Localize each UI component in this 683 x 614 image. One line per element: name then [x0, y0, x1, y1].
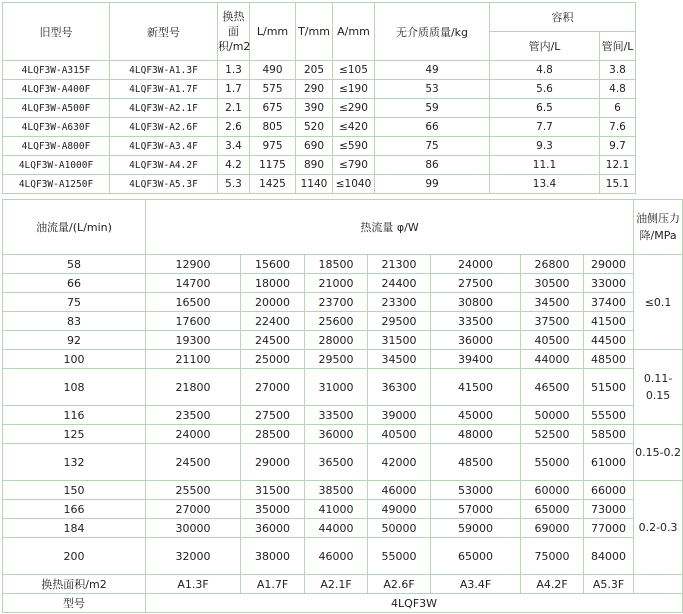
area-label: 换热面积/m2	[3, 575, 146, 594]
pressure-drop-cell: 0.11-0.15	[634, 350, 683, 425]
l-cell: 1175	[250, 156, 296, 175]
table-row	[3, 80, 636, 99]
heat-flow-cell: 21800	[146, 369, 241, 406]
heat-flow-cell: 61000	[584, 444, 634, 481]
heat-flow-cell: 25600	[305, 312, 368, 331]
l-cell: 675	[250, 99, 296, 118]
flow-cell: 200	[3, 538, 146, 575]
area-row	[3, 575, 683, 594]
heat-flow-cell: 65000	[431, 538, 521, 575]
a-cell: ≤420	[333, 118, 375, 137]
heat-flow-cell: 25500	[146, 481, 241, 500]
area-value: A1.3F	[146, 575, 241, 594]
heat-flow-cell: 55000	[368, 538, 431, 575]
table-row	[3, 425, 683, 444]
table-row	[3, 118, 636, 137]
table-row	[3, 312, 683, 331]
heat-flow-cell: 48000	[431, 425, 521, 444]
l-cell: 805	[250, 118, 296, 137]
heat-flow-cell: 73000	[584, 500, 634, 519]
table-row	[3, 61, 636, 80]
heat-flow-cell: 27000	[241, 369, 305, 406]
spec-table	[2, 2, 636, 194]
a-cell: ≤1040	[333, 175, 375, 194]
flow-table	[2, 199, 683, 613]
a-cell: ≤590	[333, 137, 375, 156]
heat-flow-cell: 57000	[431, 500, 521, 519]
area-value: A2.1F	[305, 575, 368, 594]
heat-flow-cell: 84000	[584, 538, 634, 575]
heat-flow-cell: 41500	[584, 312, 634, 331]
heat-flow-cell: 33500	[305, 406, 368, 425]
new-model-cell: 4LQF3W-A2.1F	[110, 99, 218, 118]
heat-flow-cell: 20000	[241, 293, 305, 312]
table-row	[3, 156, 636, 175]
old-model-cell: 4LQF3W-A800F	[3, 137, 110, 156]
heat-flow-cell: 69000	[521, 519, 584, 538]
area-value: A5.3F	[584, 575, 634, 594]
new-model-cell: 4LQF3W-A5.3F	[110, 175, 218, 194]
heat-flow-cell: 23500	[146, 406, 241, 425]
old-model-cell: 4LQF3W-A1000F	[3, 156, 110, 175]
heat-flow-cell: 23300	[368, 293, 431, 312]
heat-flow-cell: 44000	[521, 350, 584, 369]
heat-flow-cell: 28500	[241, 425, 305, 444]
flow-cell: 100	[3, 350, 146, 369]
heat-flow-cell: 53000	[431, 481, 521, 500]
table-row	[3, 519, 683, 538]
t-cell: 890	[296, 156, 333, 175]
heat-flow-cell: 48500	[584, 350, 634, 369]
heat-flow-cell: 36500	[305, 444, 368, 481]
heat-flow-cell: 37500	[521, 312, 584, 331]
heat-flow-cell: 41000	[305, 500, 368, 519]
header-pressure-drop: 油侧压力降/MPa	[634, 200, 683, 255]
a-cell: ≤190	[333, 80, 375, 99]
tube-in-cell: 5.6	[490, 80, 600, 99]
table-row	[3, 369, 683, 406]
new-model-cell: 4LQF3W-A1.7F	[110, 80, 218, 99]
heat-flow-cell: 51500	[584, 369, 634, 406]
table-row	[3, 331, 683, 350]
heat-flow-cell: 75000	[521, 538, 584, 575]
heat-flow-cell: 29500	[368, 312, 431, 331]
tube-out-cell: 4.8	[600, 80, 636, 99]
table-row	[3, 99, 636, 118]
flow-cell: 150	[3, 481, 146, 500]
heat-flow-cell: 34500	[521, 293, 584, 312]
l-cell: 490	[250, 61, 296, 80]
heat-flow-cell: 25000	[241, 350, 305, 369]
heat-flow-cell: 24000	[431, 255, 521, 274]
header-flow: 油流量/(L/min)	[3, 200, 146, 255]
heat-flow-cell: 36000	[305, 425, 368, 444]
heat-flow-cell: 30500	[521, 274, 584, 293]
heat-flow-cell: 33500	[431, 312, 521, 331]
area-cell: 3.4	[218, 137, 250, 156]
area-cell: 5.3	[218, 175, 250, 194]
flow-cell: 92	[3, 331, 146, 350]
heat-flow-cell: 14700	[146, 274, 241, 293]
tube-out-cell: 6	[600, 99, 636, 118]
t-cell: 1140	[296, 175, 333, 194]
heat-flow-cell: 59000	[431, 519, 521, 538]
old-model-cell: 4LQF3W-A630F	[3, 118, 110, 137]
heat-flow-cell: 18000	[241, 274, 305, 293]
heat-flow-cell: 31500	[368, 331, 431, 350]
area-cell: 1.3	[218, 61, 250, 80]
heat-flow-cell: 30800	[431, 293, 521, 312]
heat-flow-cell: 27500	[431, 274, 521, 293]
area-cell: 2.1	[218, 99, 250, 118]
heat-flow-cell: 42000	[368, 444, 431, 481]
area-cell: 2.6	[218, 118, 250, 137]
area-value: A2.6F	[368, 575, 431, 594]
new-model-cell: 4LQF3W-A3.4F	[110, 137, 218, 156]
header-heat-flow: 热流量 φ/W	[146, 200, 634, 255]
flow-cell: 166	[3, 500, 146, 519]
table-row	[3, 481, 683, 500]
t-cell: 390	[296, 99, 333, 118]
tube-out-cell: 15.1	[600, 175, 636, 194]
heat-flow-cell: 38500	[305, 481, 368, 500]
heat-flow-cell: 19300	[146, 331, 241, 350]
heat-flow-cell: 58500	[584, 425, 634, 444]
heat-flow-cell: 21300	[368, 255, 431, 274]
flow-cell: 58	[3, 255, 146, 274]
mass-cell: 86	[375, 156, 490, 175]
heat-flow-cell: 41500	[431, 369, 521, 406]
flow-cell: 83	[3, 312, 146, 331]
heat-flow-cell: 39000	[368, 406, 431, 425]
table-row	[3, 255, 683, 274]
area-value: A3.4F	[431, 575, 521, 594]
tube-out-cell: 12.1	[600, 156, 636, 175]
table-row	[3, 274, 683, 293]
heat-flow-cell: 18500	[305, 255, 368, 274]
flow-cell: 66	[3, 274, 146, 293]
heat-flow-cell: 34500	[368, 350, 431, 369]
heat-flow-cell: 60000	[521, 481, 584, 500]
heat-flow-cell: 44000	[305, 519, 368, 538]
table-row	[3, 444, 683, 481]
heat-flow-cell: 36000	[431, 331, 521, 350]
heat-flow-cell: 39400	[431, 350, 521, 369]
model-value: 4LQF3W	[146, 594, 683, 613]
old-model-cell: 4LQF3W-A1250F	[3, 175, 110, 194]
heat-flow-cell: 45000	[431, 406, 521, 425]
tube-in-cell: 13.4	[490, 175, 600, 194]
heat-flow-cell: 16500	[146, 293, 241, 312]
tube-in-cell: 6.5	[490, 99, 600, 118]
tube-in-cell: 9.3	[490, 137, 600, 156]
heat-flow-cell: 36300	[368, 369, 431, 406]
heat-flow-cell: 22400	[241, 312, 305, 331]
old-model-cell: 4LQF3W-A315F	[3, 61, 110, 80]
heat-flow-cell: 21000	[305, 274, 368, 293]
heat-flow-cell: 29000	[584, 255, 634, 274]
mass-cell: 99	[375, 175, 490, 194]
a-cell: ≤790	[333, 156, 375, 175]
flow-cell: 125	[3, 425, 146, 444]
header-area: 换热面积/m2	[218, 3, 250, 61]
tube-out-cell: 7.6	[600, 118, 636, 137]
heat-flow-cell: 27500	[241, 406, 305, 425]
l-cell: 575	[250, 80, 296, 99]
heat-flow-cell: 50000	[521, 406, 584, 425]
l-cell: 1425	[250, 175, 296, 194]
tube-in-cell: 4.8	[490, 61, 600, 80]
heat-flow-cell: 15600	[241, 255, 305, 274]
heat-flow-cell: 24000	[146, 425, 241, 444]
tube-in-cell: 11.1	[490, 156, 600, 175]
mass-cell: 49	[375, 61, 490, 80]
heat-flow-cell: 50000	[368, 519, 431, 538]
header-t: T/mm	[296, 3, 333, 61]
area-spacer	[634, 575, 683, 594]
new-model-cell: 4LQF3W-A4.2F	[110, 156, 218, 175]
header-mass: 无介质质量/kg	[375, 3, 490, 61]
heat-flow-cell: 38000	[241, 538, 305, 575]
pressure-drop-cell: 0.2-0.3	[634, 481, 683, 575]
heat-flow-cell: 23700	[305, 293, 368, 312]
table-row	[3, 293, 683, 312]
heat-flow-cell: 66000	[584, 481, 634, 500]
heat-flow-cell: 24500	[241, 331, 305, 350]
header-l: L/mm	[250, 3, 296, 61]
header-new-model: 新型号	[110, 3, 218, 61]
table-row	[3, 500, 683, 519]
heat-flow-cell: 31000	[305, 369, 368, 406]
t-cell: 690	[296, 137, 333, 156]
tube-out-cell: 9.7	[600, 137, 636, 156]
mass-cell: 66	[375, 118, 490, 137]
tube-in-cell: 7.7	[490, 118, 600, 137]
t-cell: 520	[296, 118, 333, 137]
heat-flow-cell: 21100	[146, 350, 241, 369]
flow-cell: 108	[3, 369, 146, 406]
area-value: A1.7F	[241, 575, 305, 594]
tube-out-cell: 3.8	[600, 61, 636, 80]
table-row	[3, 406, 683, 425]
heat-flow-cell: 24500	[146, 444, 241, 481]
heat-flow-cell: 46000	[368, 481, 431, 500]
heat-flow-cell: 77000	[584, 519, 634, 538]
heat-flow-cell: 31500	[241, 481, 305, 500]
heat-flow-cell: 35000	[241, 500, 305, 519]
table-row	[3, 350, 683, 369]
heat-flow-cell: 46500	[521, 369, 584, 406]
heat-flow-cell: 17600	[146, 312, 241, 331]
model-row	[3, 594, 683, 613]
heat-flow-cell: 29500	[305, 350, 368, 369]
new-model-cell: 4LQF3W-A1.3F	[110, 61, 218, 80]
heat-flow-cell: 40500	[368, 425, 431, 444]
mass-cell: 53	[375, 80, 490, 99]
heat-flow-cell: 37400	[584, 293, 634, 312]
model-label: 型号	[3, 594, 146, 613]
heat-flow-cell: 55000	[521, 444, 584, 481]
heat-flow-cell: 32000	[146, 538, 241, 575]
header-old-model: 旧型号	[3, 3, 110, 61]
header-volume: 容积	[490, 3, 636, 32]
area-cell: 4.2	[218, 156, 250, 175]
pressure-drop-cell: 0.15-0.2	[634, 425, 683, 481]
heat-flow-cell: 46000	[305, 538, 368, 575]
heat-flow-cell: 12900	[146, 255, 241, 274]
heat-flow-cell: 44500	[584, 331, 634, 350]
heat-flow-cell: 26800	[521, 255, 584, 274]
header-a: A/mm	[333, 3, 375, 61]
area-value: A4.2F	[521, 575, 584, 594]
t-cell: 205	[296, 61, 333, 80]
a-cell: ≤290	[333, 99, 375, 118]
flow-cell: 75	[3, 293, 146, 312]
heat-flow-cell: 40500	[521, 331, 584, 350]
heat-flow-cell: 55500	[584, 406, 634, 425]
flow-cell: 116	[3, 406, 146, 425]
heat-flow-cell: 36000	[241, 519, 305, 538]
heat-flow-cell: 33000	[584, 274, 634, 293]
heat-flow-cell: 65000	[521, 500, 584, 519]
heat-flow-cell: 48500	[431, 444, 521, 481]
heat-flow-cell: 24400	[368, 274, 431, 293]
old-model-cell: 4LQF3W-A400F	[3, 80, 110, 99]
t-cell: 290	[296, 80, 333, 99]
new-model-cell: 4LQF3W-A2.6F	[110, 118, 218, 137]
heat-flow-cell: 49000	[368, 500, 431, 519]
pressure-drop-cell: ≤0.1	[634, 255, 683, 350]
mass-cell: 59	[375, 99, 490, 118]
heat-flow-cell: 29000	[241, 444, 305, 481]
header-tube-in: 管内/L	[490, 32, 600, 61]
old-model-cell: 4LQF3W-A500F	[3, 99, 110, 118]
heat-flow-cell: 30000	[146, 519, 241, 538]
header-tube-out: 管间/L	[600, 32, 636, 61]
l-cell: 975	[250, 137, 296, 156]
flow-cell: 132	[3, 444, 146, 481]
table-row	[3, 538, 683, 575]
table-row	[3, 175, 636, 194]
heat-flow-cell: 52500	[521, 425, 584, 444]
mass-cell: 75	[375, 137, 490, 156]
area-cell: 1.7	[218, 80, 250, 99]
flow-cell: 184	[3, 519, 146, 538]
heat-flow-cell: 27000	[146, 500, 241, 519]
table-row	[3, 137, 636, 156]
a-cell: ≤105	[333, 61, 375, 80]
heat-flow-cell: 28000	[305, 331, 368, 350]
